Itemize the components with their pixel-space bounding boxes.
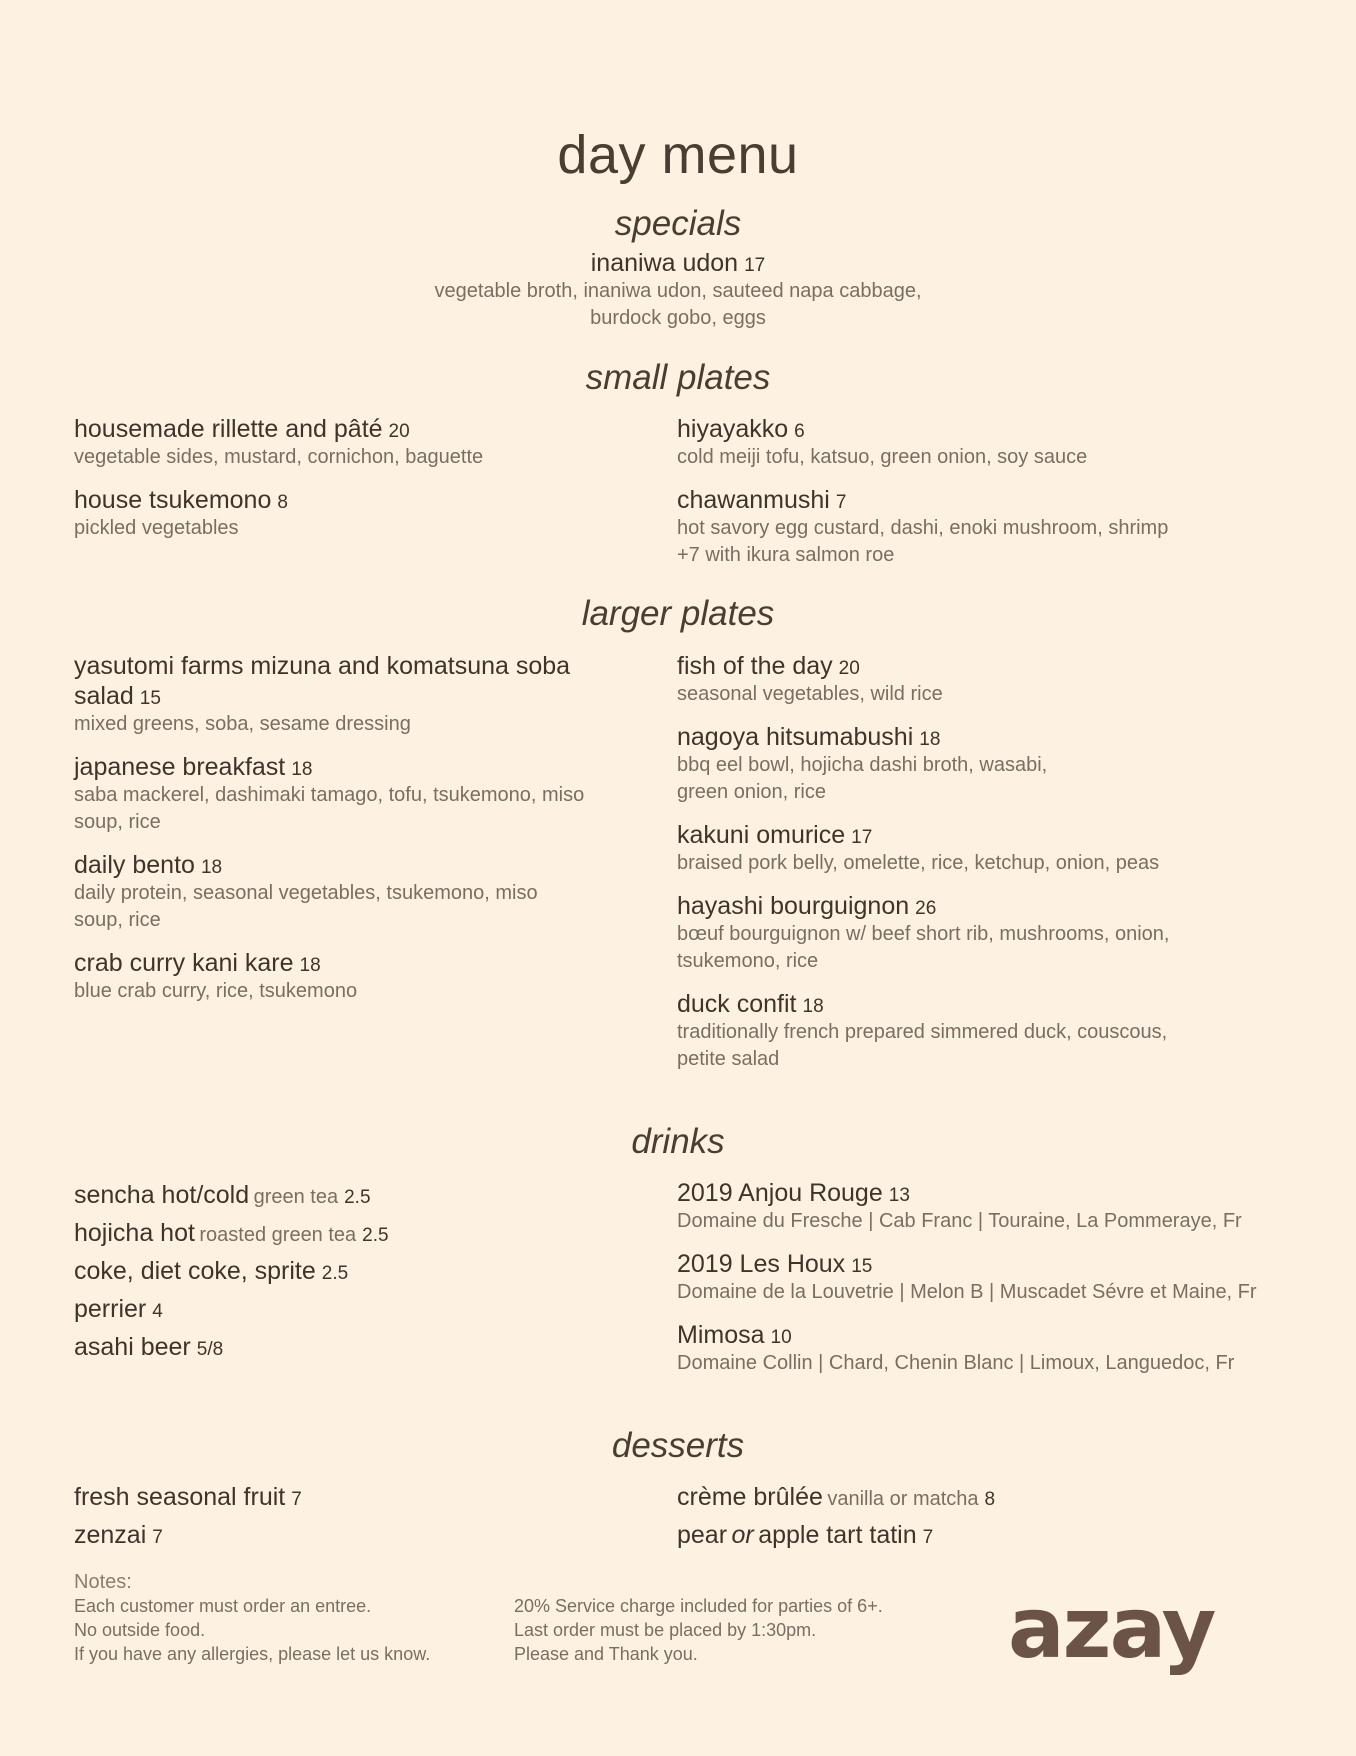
note-line: If you have any allergies, please let us know. (74, 1644, 431, 1664)
item-name: pear (677, 1521, 728, 1549)
azay-logo (1008, 1585, 1288, 1680)
item-desc: blue crab curry, rice, tsukemono (74, 980, 358, 1002)
item-name: sencha hot/cold (74, 1181, 250, 1209)
small-plates-left-column (74, 414, 674, 556)
special-item (0, 249, 1356, 332)
section-heading-drinks: drinks (631, 1122, 725, 1161)
item-note: vanilla or matcha (827, 1488, 979, 1510)
item-name: chawanmushi (677, 486, 830, 514)
drinks-right-column (677, 1178, 1337, 1391)
item-name: crab curry kani kare (74, 949, 294, 977)
notes-right (514, 1594, 883, 1666)
menu-item (74, 1216, 674, 1254)
item-name: yasutomi farms mizuna and komatsuna soba (74, 652, 571, 680)
item-price: 18 (200, 857, 223, 878)
item-name: duck confit (677, 990, 797, 1018)
drinks-left-column (74, 1178, 674, 1368)
logo-text: azay (1008, 1585, 1215, 1675)
desserts-right-column (677, 1480, 1277, 1556)
item-desc: Domaine du Fresche | Cab Franc | Touraine, La Pommeraye, Fr (677, 1210, 1242, 1232)
item-price: 8 (984, 1489, 996, 1510)
item-desc: +7 with ikura salmon roe (677, 544, 895, 566)
item-name: zenzai (74, 1521, 147, 1549)
item-name: inaniwa udon (590, 249, 739, 277)
section-heading-small-plates: small plates (585, 358, 771, 397)
item-name: nagoya hitsumabushi (677, 723, 914, 751)
item-price: 15 (139, 688, 161, 709)
item-desc: burdock gobo, eggs (590, 307, 766, 329)
small-plates-right-column (677, 414, 1277, 583)
menu-item (74, 1518, 674, 1556)
menu-item (677, 414, 1277, 471)
section-heading-desserts: desserts (611, 1426, 745, 1465)
item-price: 18 (919, 729, 941, 750)
item-price: 4 (152, 1301, 163, 1322)
menu-item (74, 1330, 674, 1368)
item-price: 26 (915, 898, 937, 919)
item-name: housemade rillette and pâté (74, 415, 383, 443)
menu-item (677, 820, 1277, 877)
item-desc: hot savory egg custard, dashi, enoki mushroom, shrimp (677, 517, 1169, 539)
item-price: 2.5 (362, 1225, 389, 1246)
item-name: perrier (74, 1295, 147, 1323)
menu-item (677, 1249, 1337, 1306)
item-name: hiyayakko (677, 415, 789, 443)
menu-item (74, 1178, 674, 1216)
item-name: 2019 Anjou Rouge (677, 1179, 883, 1207)
menu-item (74, 1254, 674, 1292)
note-line: 20% Service charge included for parties of 6+. (514, 1596, 883, 1616)
item-price: 7 (922, 1527, 934, 1548)
menu-item (74, 414, 674, 471)
item-name: apple tart tatin (758, 1521, 917, 1549)
item-price: 7 (835, 492, 847, 513)
item-desc: cold meiji tofu, katsuo, green onion, soy sauce (677, 446, 1088, 468)
item-price: 17 (744, 255, 766, 276)
item-name: hayashi bourguignon (677, 892, 910, 920)
menu-item (74, 752, 674, 836)
menu-item (74, 948, 674, 1005)
item-name: daily bento (74, 851, 195, 879)
notes-left (74, 1570, 430, 1666)
item-desc: petite salad (677, 1048, 780, 1070)
item-desc: traditionally french prepared simmered duck, couscous, (677, 1021, 1168, 1043)
item-name: japanese breakfast (74, 753, 286, 781)
item-desc: bbq eel bowl, hojicha dashi broth, wasabi, (677, 754, 1048, 776)
item-price: 5/8 (196, 1339, 224, 1360)
item-note: green tea (253, 1186, 339, 1208)
menu-item (74, 850, 674, 934)
item-desc: mixed greens, soba, sesame dressing (74, 713, 411, 735)
item-price: 10 (770, 1327, 792, 1348)
page-title: day menu (557, 125, 799, 185)
item-desc: bœuf bourguignon w/ beef short rib, mushrooms, onion, (677, 923, 1170, 945)
menu-item (677, 1320, 1337, 1377)
item-price: 18 (299, 955, 321, 976)
item-desc: vegetable broth, inaniwa udon, sauteed napa cabbage, (434, 280, 922, 302)
item-name: salad (74, 682, 134, 710)
item-name: 2019 Les Houx (677, 1250, 846, 1278)
item-name: fresh seasonal fruit (74, 1483, 286, 1511)
item-desc: braised pork belly, omelette, rice, ketchup, onion, peas (677, 852, 1160, 874)
item-price: 17 (851, 827, 873, 848)
menu-item (677, 989, 1277, 1073)
menu-item (677, 891, 1277, 975)
item-desc: soup, rice (74, 909, 161, 931)
item-price: 6 (794, 421, 805, 442)
item-desc: pickled vegetables (74, 517, 239, 539)
item-price: 20 (388, 421, 410, 442)
item-desc: Domaine Collin | Chard, Chenin Blanc | Limoux, Languedoc, Fr (677, 1352, 1235, 1374)
item-price: 15 (851, 1256, 873, 1277)
item-name: crème brûlée (677, 1483, 823, 1511)
note-line: No outside food. (74, 1620, 206, 1640)
menu-item (74, 1480, 674, 1518)
item-price: 20 (838, 658, 860, 679)
item-price: 13 (888, 1185, 910, 1206)
item-name: coke, diet coke, sprite (74, 1257, 316, 1285)
item-price: 18 (291, 759, 313, 780)
menu-item (677, 1518, 1277, 1556)
item-desc: daily protein, seasonal vegetables, tsukemono, miso (74, 882, 538, 904)
item-name: Mimosa (677, 1321, 765, 1349)
item-note: roasted green tea (199, 1224, 357, 1246)
menu-item (677, 1480, 1277, 1518)
item-name: kakuni omurice (677, 821, 846, 849)
item-price: 8 (277, 492, 288, 513)
item-name: asahi beer (74, 1333, 191, 1361)
larger-plates-right-column (677, 651, 1277, 1087)
note-line: Please and Thank you. (514, 1644, 698, 1664)
section-heading-larger-plates: larger plates (581, 594, 775, 633)
note-line: Last order must be placed by 1:30pm. (514, 1620, 817, 1640)
notes-heading: Notes: (74, 1571, 132, 1593)
item-desc: saba mackerel, dashimaki tamago, tofu, tsukemono, miso (74, 784, 585, 806)
desserts-left-column (74, 1480, 674, 1556)
item-name-or: or (731, 1521, 754, 1549)
item-desc: tsukemono, rice (677, 950, 819, 972)
menu-item (74, 1292, 674, 1330)
item-name: fish of the day (677, 652, 833, 680)
section-heading-specials: specials (614, 204, 742, 243)
item-price: 2.5 (344, 1187, 371, 1208)
item-desc: soup, rice (74, 811, 161, 833)
note-line: Each customer must order an entree. (74, 1596, 372, 1616)
item-price: 7 (152, 1527, 163, 1548)
menu-item (74, 651, 674, 738)
item-price: 18 (802, 996, 824, 1017)
item-price: 2.5 (321, 1263, 349, 1284)
azay-logo-mark (1008, 1585, 1288, 1675)
item-name: hojicha hot (74, 1219, 195, 1247)
item-desc: green onion, rice (677, 781, 826, 803)
menu-item (677, 1178, 1337, 1235)
menu-item (677, 485, 1277, 569)
item-price: 7 (291, 1489, 302, 1510)
item-desc: vegetable sides, mustard, cornichon, baguette (74, 446, 484, 468)
menu-item (677, 722, 1277, 806)
larger-plates-left-column (74, 651, 674, 1019)
item-name: house tsukemono (74, 486, 272, 514)
item-desc: seasonal vegetables, wild rice (677, 683, 943, 705)
menu-item (677, 651, 1277, 708)
item-desc: Domaine de la Louvetrie | Melon B | Muscadet Sévre et Maine, Fr (677, 1281, 1257, 1303)
menu-item (74, 485, 674, 542)
